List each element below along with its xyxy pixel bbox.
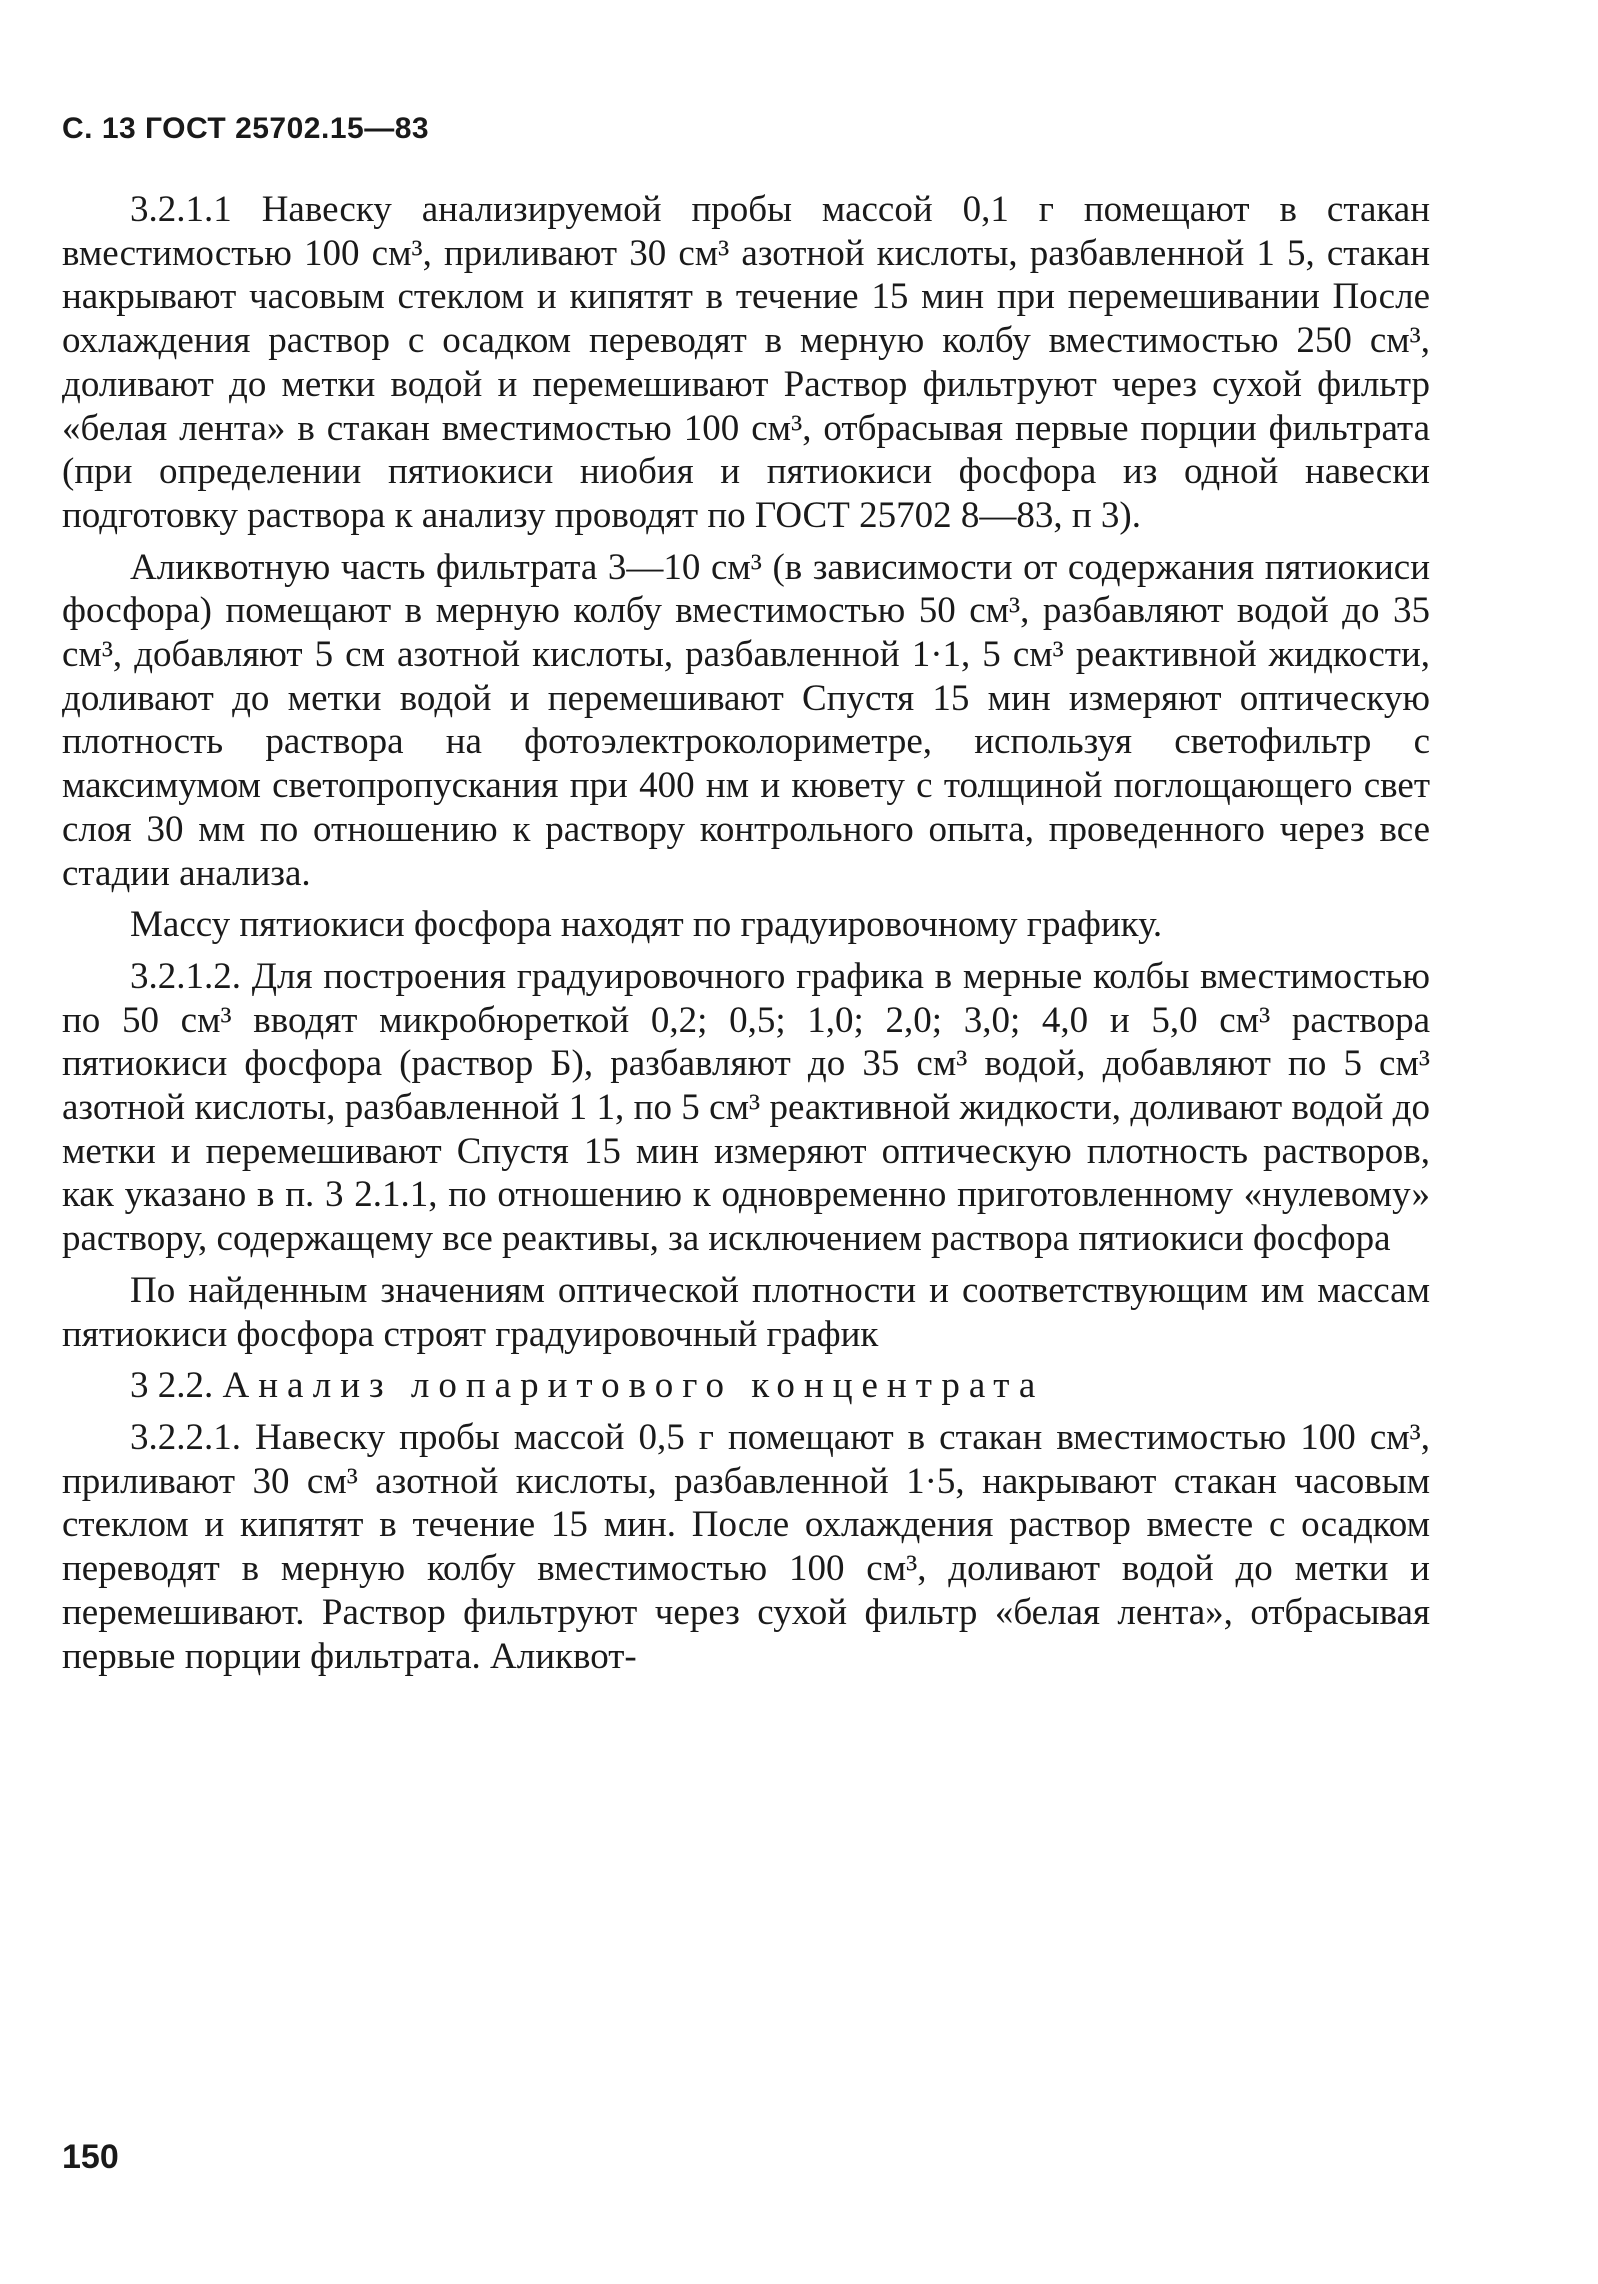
- paragraph-graph: По найденным значениям оптической плотности и соответствующим им массам пятиокиси фосфора строят градуировочный график: [62, 1269, 1430, 1355]
- paragraph-3-2-2-1: 3.2.2.1. Навеску пробы массой 0,5 г помещают в стакан вместимостью 100 см³, приливают 30 см³ азотной кислоты, разбавленной 1·5, накрывают стакан часовым стеклом и кипятят в течение 15 мин. После охлаждения раствор вместе с осадком переводят в мерную колбу вместимостью 100 см³, доливают водой до метки и перемешивают. Раствор фильтруют через сухой фильтр «белая лента», отбрасывая первые порции фильтрата. Аликвот-: [62, 1416, 1430, 1677]
- section-title: Анализ лопаритового концентрата: [222, 1365, 1045, 1407]
- paragraph-mass: Массу пятиокиси фосфора находят по градуировочному графику.: [130, 904, 1163, 946]
- paragraph-3-2-1-1: 3.2.1.1 Навеску анализируемой пробы массой 0,1 г помещают в стакан вместимостью 100 см³, приливают 30 см³ азотной кислоты, разбавленной 1 5, стакан накрывают часовым стеклом и кипятят в течение 15 мин при перемешивании После охлаждения раствор с осадком переводят в мерную колбу вместимостью 250 см³, доливают до метки водой и перемешивают Раствор фильтруют через сухой фильтр «белая лента» в стакан вместимостью 100 см³, отбрасывая первые порции фильтрата (при определении пятиокиси ниобия и пятиокиси фосфора из одной навески подготовку раствора к анализу проводят по ГОСТ 25702 8—83, п 3).: [62, 189, 1430, 536]
- paragraph-3-2-1-2: 3.2.1.2. Для построения градуировочного графика в мерные колбы вместимостью по 50 см³ вводят микробюреткой 0,2; 0,5; 1,0; 2,0; 3,0; 4,0 и 5,0 см³ раствора пятиокиси фосфора (раствор Б), разбавляют до 35 см³ водой, добавляют по 5 см³ азотной кислоты, разбавленной 1 1, по 5 см³ реактивной жидкости, доливают водой до метки и перемешивают Спустя 15 мин измеряют оптическую плотность растворов, как указано в п. 3 2.1.1, по отношению к одновременно приготовленному «нулевому» раствору, содержащему все реактивы, за исключением раствора пятиокиси фосфора: [62, 955, 1430, 1260]
- paragraph-aliquot: Аликвотную часть фильтрата 3—10 см³ (в зависимости от содержания пятиокиси фосфора) помещают в мерную колбу вместимостью 50 см³, разбавляют водой до 35 см³, добавляют 5 см азотной кислоты, разбавленной 1·1, 5 см³ реактивной жидкости, доливают до метки водой и перемешивают Спустя 15 мин измеряют оптическую плотность раствора на фотоэлектроколориметре, используя светофильтр с максимумом светопропускания при 400 нм и кювету с толщиной поглощающего свет слоя 30 мм по отношению к раствору контрольного опыта, проведенного через все стадии анализа.: [62, 546, 1430, 894]
- running-header: С. 13 ГОСТ 25702.15—83: [62, 112, 430, 145]
- section-number: 3 2.2.: [130, 1365, 214, 1407]
- page-number: 150: [62, 2138, 119, 2176]
- document-body: [62, 188, 1430, 1686]
- section-heading-3-2-2: [62, 1364, 1430, 1408]
